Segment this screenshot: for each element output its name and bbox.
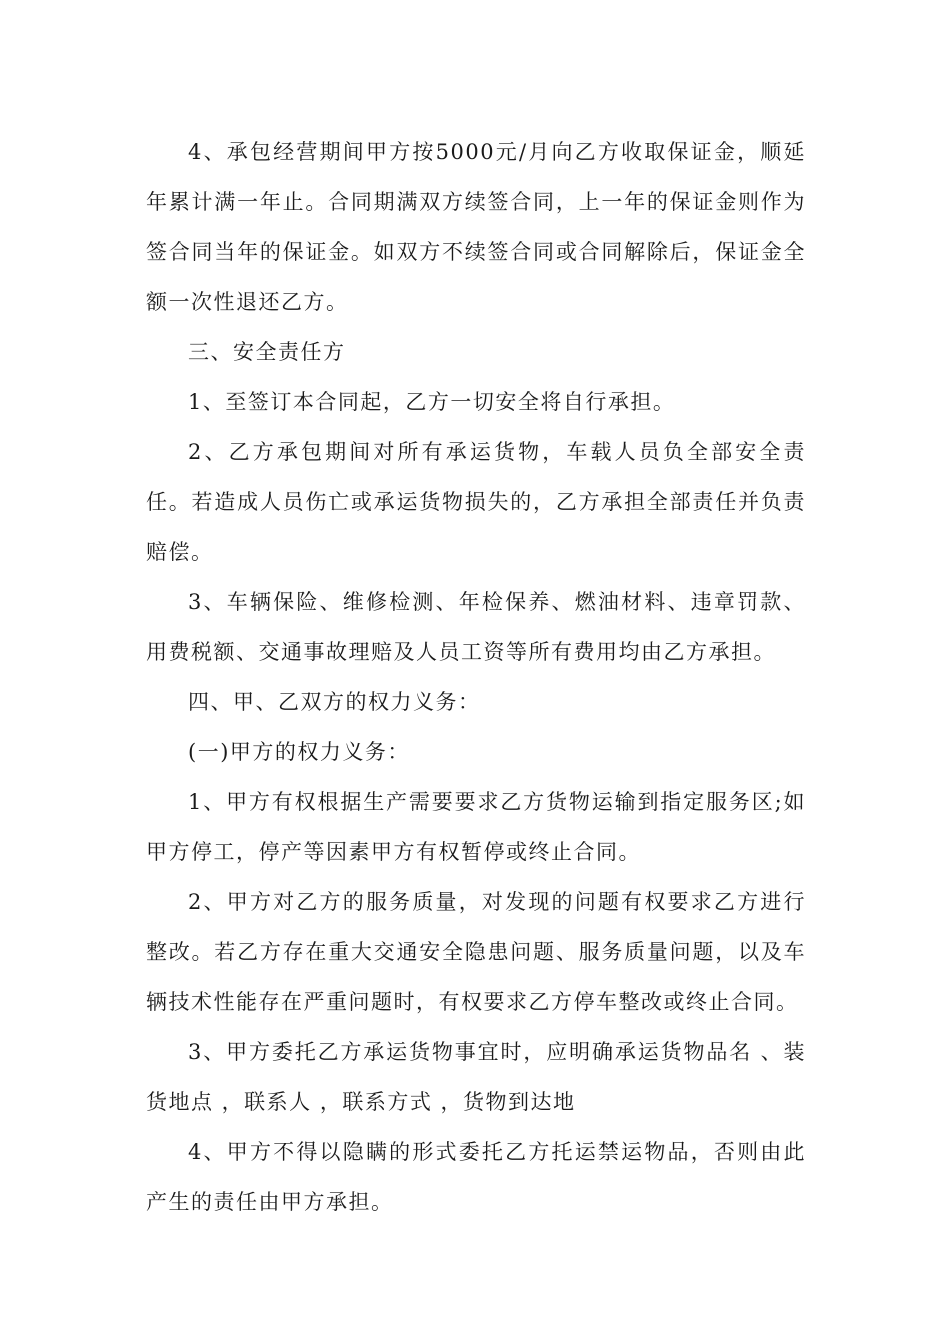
paragraph-safety-3: 3、车辆保险、维修检测、年检保养、燃油材料、违章罚款、用费税额、交通事故理赔及人员工资等所有费用均由乙方承担。	[146, 590, 806, 664]
section-heading-safety: 三、安全责任方	[188, 340, 346, 364]
paragraph-party-a-3: 3、甲方委托乙方承运货物事宜时，应明确承运货物品名 、装货地点 ，联系人 ，联系方式 ，货物到达地	[146, 1040, 806, 1114]
document-body	[146, 127, 806, 1227]
paragraph-party-a-1: 1、甲方有权根据生产需要要求乙方货物运输到指定服务区;如甲方停工，停产等因素甲方有权暂停或终止合同。	[146, 790, 806, 864]
paragraph-safety-2: 2、乙方承包期间对所有承运货物，车载人员负全部安全责任。若造成人员伤亡或承运货物损失的，乙方承担全部责任并负责赔偿。	[146, 440, 806, 564]
paragraph-party-a-2: 2、甲方对乙方的服务质量，对发现的问题有权要求乙方进行整改。若乙方存在重大交通安全隐患问题、服务质量问题，以及车辆技术性能存在严重问题时，有权要求乙方停车整改或终止合同。	[146, 890, 806, 1014]
paragraph-party-a-4: 4、甲方不得以隐瞒的形式委托乙方托运禁运物品，否则由此产生的责任由甲方承担。	[146, 1140, 806, 1214]
paragraph-safety-1: 1、至签订本合同起，乙方一切安全将自行承担。	[188, 390, 676, 414]
section-heading-rights: 四、甲、乙双方的权力义务：	[188, 690, 481, 714]
paragraph-deposit: 4、承包经营期间甲方按5000元/月向乙方收取保证金，顺延年累计满一年止。合同期满双方续签合同，上一年的保证金则作为签合同当年的保证金。如双方不续签合同或合同解除后，保证金全额一次性退还乙方。	[146, 140, 806, 314]
subsection-heading-party-a: (一)甲方的权力义务：	[188, 740, 410, 764]
